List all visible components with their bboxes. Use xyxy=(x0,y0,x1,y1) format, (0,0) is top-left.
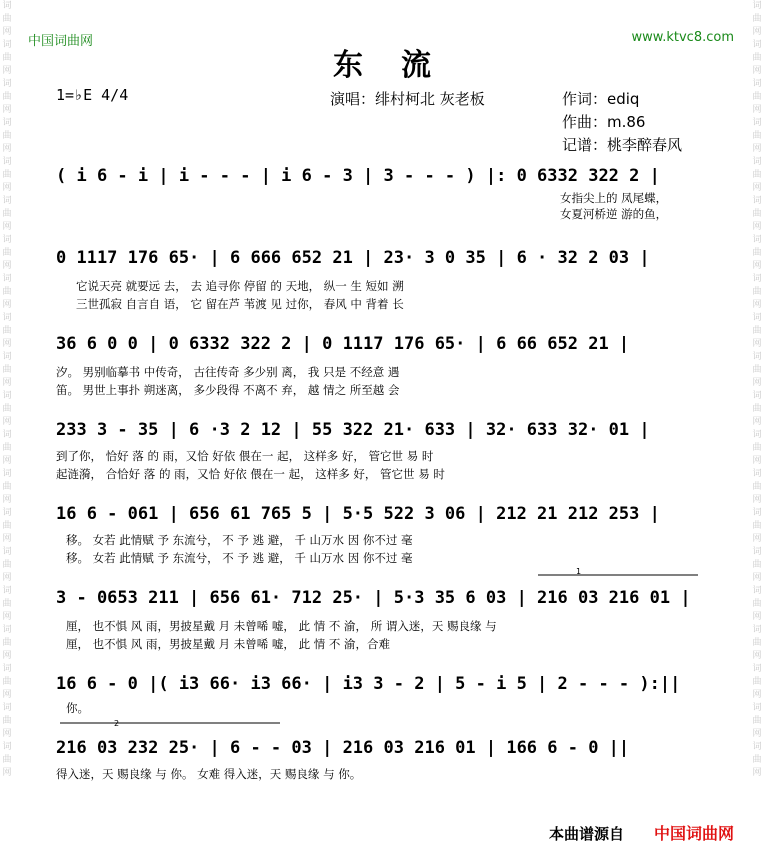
notation-line: 0 1117 176 65· | 6 666 652 21 | 23· 3 0 35 | 6 · 32 2 03 | xyxy=(56,248,650,268)
lyricist-credit: 作词：ediq xyxy=(562,90,640,108)
source-site: 中国词曲网 xyxy=(653,824,734,843)
lyric-verse-2: 笛。 男世上事扑 朔迷离， 多少段得 不离不 弃， 越 情之 所至越 会 xyxy=(56,383,400,397)
lyric-verse-2: 移。 女若 此情赋 予 东流兮， 不 予 逃 避， 千 山万水 因 你不过 毫 xyxy=(66,551,413,565)
lyric-verse-2: 起涟漪， 合恰好 落 的 雨，又恰 好依 偎在一 起， 这样多 好， 管它世 易 时 xyxy=(56,467,445,481)
notation-line: 233 3 - 35 | 6 ·3 2 12 | 55 322 21· 633 | 32· 633 32· 01 | xyxy=(56,420,650,440)
notation-line: 16 6 - 061 | 656 61 765 5 | 5·5 522 3 06 | 212 21 212 253 | xyxy=(56,504,660,524)
lyric-verse-1: 移。 女若 此情赋 予 东流兮， 不 予 逃 避， 千 山万水 因 你不过 毫 xyxy=(66,533,413,547)
transcriber-credit: 记谱：桃李醉春风 xyxy=(562,136,683,154)
song-title: 东流 xyxy=(333,48,469,83)
notation-line: 16 6 - 0 |( i3 66· i3 66· | i3 3 - 2 | 5 - i 5 | 2 - - - ):|| xyxy=(56,674,681,694)
watermark-right: 词 曲 网 词 曲 网 词 曲 网 词 曲 网 词 曲 网 词 曲 网 词 曲 网 词 曲 网 词 曲 网 词 曲 网 词 曲 网 词 曲 网 词 曲 网 词 曲 网 词 曲 网 词 曲 网 词 曲 网 词 曲 网 词 曲 网 词 曲 网 xyxy=(752,1,762,778)
key-signature: 1=♭E 4/4 xyxy=(56,86,129,104)
lyric-verse-1: 它说天亮 就要远 去， 去 追寻你 停留 的 天地， 纵一 生 短如 溯 xyxy=(76,279,404,293)
singer-credit: 演唱：绯村柯北 灰老板 xyxy=(330,90,485,108)
notation-line: 216 03 232 25· | 6 - - 03 | 216 03 216 01 | 166 6 - 0 || xyxy=(56,738,630,758)
notation-line: 36 6 0 0 | 0 6332 322 2 | 0 1117 176 65· | 6 66 652 21 | xyxy=(56,334,630,354)
lyric-verse-2: 厘， 也不惧 风 雨，男披星戴 月 未曾唏 嘘， 此 情 不 渝，合难 xyxy=(66,637,391,651)
notation-line: 3 - 0653 211 | 656 61· 712 25· | 5·3 35 6 03 | 216 03 216 01 | xyxy=(56,588,691,608)
lyric-verse-1: 得入迷，天 赐良缘 与 你。 女难 得入迷，天 赐良缘 与 你。 xyxy=(56,767,362,781)
lyric-verse-1: 你。 xyxy=(66,701,89,715)
volta-1-marker: 1 xyxy=(576,567,582,576)
volta-2-marker: 2 xyxy=(114,719,120,728)
source-label: 本曲谱源自 xyxy=(548,825,624,843)
notation-line: ( i 6 - i | i - - - | i 6 - 3 | 3 - - - ) |: 0 6332 322 2 | xyxy=(56,166,660,186)
lyric-verse-1: 女指尖上的 凤尾蝶， xyxy=(560,191,668,205)
watermark-left: 词 曲 网 词 曲 网 词 曲 网 词 曲 网 词 曲 网 词 曲 网 词 曲 网 词 曲 网 词 曲 网 词 曲 网 词 曲 网 词 曲 网 词 曲 网 词 曲 网 词 曲 网 词 曲 网 词 曲 网 词 曲 网 词 曲 网 词 曲 网 xyxy=(2,1,12,778)
site-name-left: 中国词曲网 xyxy=(28,34,94,49)
lyric-verse-2: 三世孤寂 自言自 语， 它 留在芦 苇渡 见 过你， 春风 中 背着 长 xyxy=(76,297,404,311)
site-url-right: www.ktvc8.com xyxy=(631,30,734,45)
lyric-verse-1: 到了你， 恰好 落 的 雨，又恰 好依 偎在一 起， 这样多 好， 管它世 易 时 xyxy=(56,449,434,463)
composer-credit: 作曲：m.86 xyxy=(562,113,646,131)
lyric-verse-1: 汐。 男别临摹书 中传奇， 古往传奇 多少别 离， 我 只是 不经意 遇 xyxy=(56,365,400,379)
lyric-verse-1: 厘， 也不惧 风 雨，男披星戴 月 未曾唏 嘘， 此 情 不 渝， 所 谓入迷，天 赐良缘 与 xyxy=(66,619,497,633)
lyric-verse-2: 女夏河桥逆 游的鱼， xyxy=(560,207,668,221)
